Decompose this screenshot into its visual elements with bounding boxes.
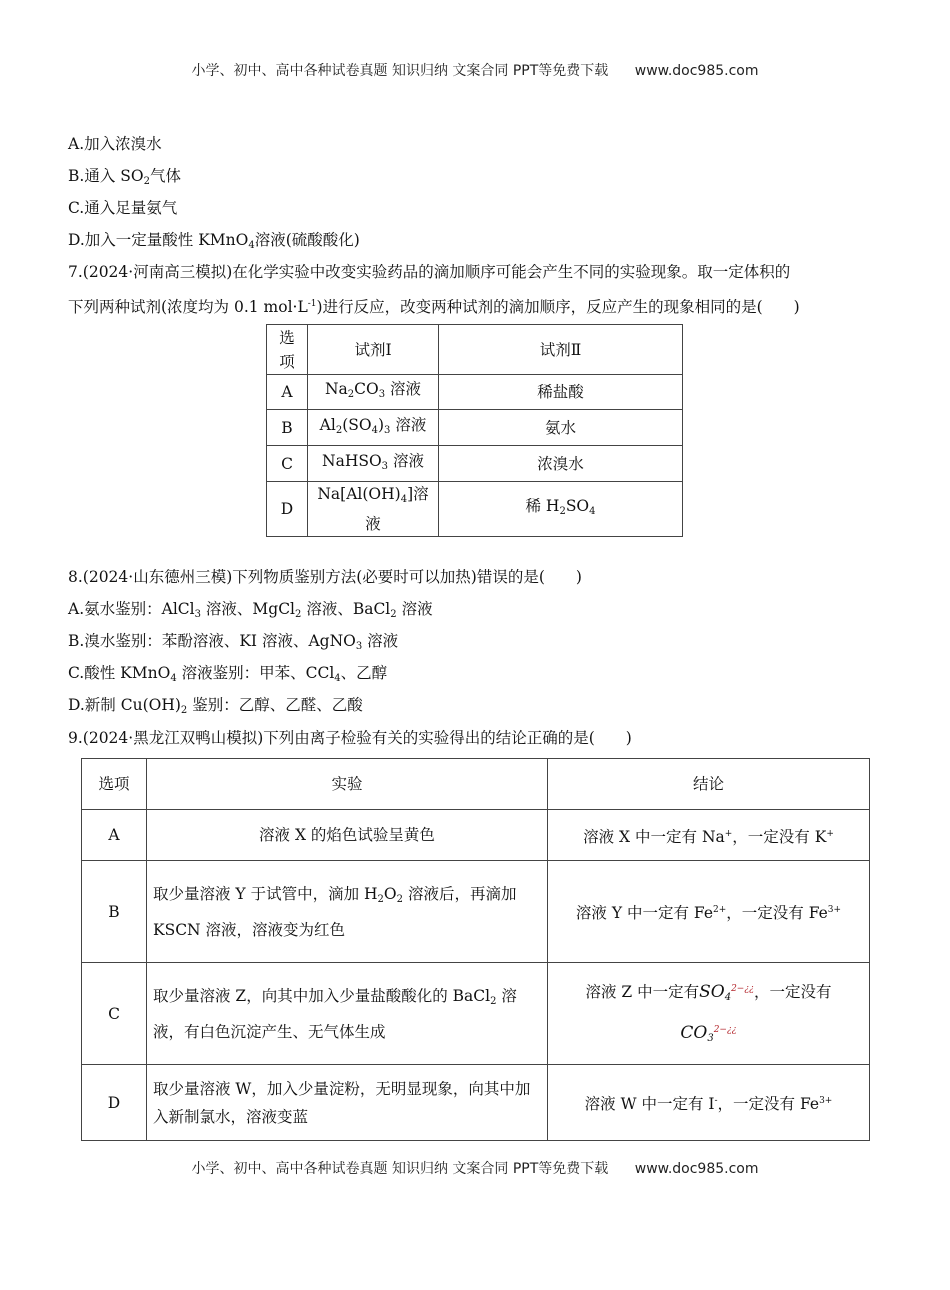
q9-row-option: D bbox=[82, 1065, 147, 1141]
q6-option-c: C.通入足量氨气 bbox=[68, 199, 178, 217]
q9-row-conclusion: 溶液 W 中一定有 I-，一定没有 $Fe^{3+}$ bbox=[548, 1065, 870, 1141]
q7-row-reagent1: $Na_2CO_3$ 溶液 bbox=[308, 375, 439, 410]
q7-l2b: -1 bbox=[307, 299, 317, 309]
q9-row-conclusion: 溶液 X 中一定有 Na+，一定没有 K+ bbox=[548, 810, 870, 861]
q6-b-tail: 气体 bbox=[149, 167, 181, 185]
q9-table bbox=[81, 758, 870, 1141]
q6-d-sub: 4 bbox=[248, 240, 255, 251]
q9-row-option: A bbox=[82, 810, 147, 861]
q7-row-reagent1: NaHSO$_3$ 溶液 bbox=[308, 446, 439, 482]
q7-header-reagent2: 试剂Ⅱ bbox=[439, 325, 683, 375]
q7-header-option: 选项 bbox=[267, 325, 308, 375]
q9-row-experiment: 取少量溶液 W，加入少量淀粉，无明显现象，向其中加入新制氯水，溶液变蓝 bbox=[147, 1065, 548, 1141]
table-row bbox=[267, 410, 683, 446]
q6-b-sub: 2 bbox=[143, 176, 150, 187]
q7-row-reagent2: 氨水 bbox=[439, 410, 683, 446]
table-row bbox=[82, 963, 870, 1065]
q7-stem-line2 bbox=[68, 293, 800, 318]
page-header bbox=[0, 60, 950, 80]
q7-row-reagent1: $Na[Al(OH)_4]$溶液 bbox=[308, 482, 439, 537]
q9-header-option: 选项 bbox=[82, 759, 147, 810]
q6-d-text: D.加入一定量酸性 KMnO bbox=[68, 231, 249, 249]
header-url[interactable]: www.doc985.com bbox=[634, 63, 759, 79]
q7-row-reagent2: 稀 $H_2SO_4$ bbox=[439, 482, 683, 537]
q7-l2c: )进行反应，改变两种试剂的滴加顺序，反应产生的现象相同的是( ) bbox=[316, 298, 800, 316]
q8-option-a: A.氨水鉴别：AlCl$_3$ 溶液、MgCl$_2$ 溶液、BaCl$_2$ 溶液 bbox=[68, 600, 433, 620]
q9-row-option: B bbox=[82, 861, 147, 963]
page-footer bbox=[0, 1158, 950, 1178]
q7-header-reagent1: 试剂Ⅰ bbox=[308, 325, 439, 375]
header-text: 小学、初中、高中各种试卷真题 知识归纳 文案合同 PPT等免费下载 bbox=[191, 63, 609, 79]
q8-stem: 8.(2024·山东德州三模)下列物质鉴别方法(必要时可以加热)错误的是( ) bbox=[68, 568, 582, 586]
q6-option-a: A.加入浓溴水 bbox=[68, 135, 162, 153]
footer-text: 小学、初中、高中各种试卷真题 知识归纳 文案合同 PPT等免费下载 bbox=[191, 1161, 609, 1177]
q9-row-experiment: 取少量溶液 Z，向其中加入少量盐酸酸化的 BaCl$_2$ 溶液，有白色沉淀产生、无气体生成 bbox=[147, 963, 548, 1065]
footer-url[interactable]: www.doc985.com bbox=[634, 1161, 759, 1177]
table-row bbox=[267, 375, 683, 410]
q7-row-reagent2: 稀盐酸 bbox=[439, 375, 683, 410]
table-row bbox=[267, 446, 683, 482]
q9-row-experiment: 溶液 X 的焰色试验呈黄色 bbox=[147, 810, 548, 861]
q9-header-experiment: 实验 bbox=[147, 759, 548, 810]
q7-row-reagent1: $Al_2(SO_4)_3$ 溶液 bbox=[308, 410, 439, 446]
q9-stem: 9.(2024·黑龙江双鸭山模拟)下列由离子检验有关的实验得出的结论正确的是( ) bbox=[68, 729, 632, 747]
table-row bbox=[267, 482, 683, 537]
q6-option-d bbox=[68, 229, 360, 257]
q7-row-option: B bbox=[267, 410, 308, 446]
q7-table bbox=[266, 324, 683, 537]
q6-option-b bbox=[68, 165, 181, 193]
q7-row-reagent2: 浓溴水 bbox=[439, 446, 683, 482]
q9-row-conclusion: 溶液 Y 中一定有 $Fe^{2+}$，一定没有 $Fe^{3+}$ bbox=[548, 861, 870, 963]
table-row bbox=[82, 861, 870, 963]
q8-option-c: C.酸性 KMnO$_4$ 溶液鉴别：甲苯、CCl$_4$、乙醇 bbox=[68, 664, 388, 684]
table-row bbox=[82, 1065, 870, 1141]
q9-row-option: C bbox=[82, 963, 147, 1065]
q7-row-option: C bbox=[267, 446, 308, 482]
q7-row-option: D bbox=[267, 482, 308, 537]
q9-row-experiment: 取少量溶液 Y 于试管中，滴加 $H_2O_2$ 溶液后，再滴加 KSCN 溶液，溶液变为红色 bbox=[147, 861, 548, 963]
q7-row-option: A bbox=[267, 375, 308, 410]
table-row bbox=[82, 810, 870, 861]
q6-b-text: B.通入 SO bbox=[68, 167, 144, 185]
q8-option-d: D.新制 $Cu(OH)_2$ 鉴别：乙醇、乙醛、乙酸 bbox=[68, 696, 363, 716]
q9-header-conclusion: 结论 bbox=[548, 759, 870, 810]
q7-stem-line1: 7.(2024·河南高三模拟)在化学实验中改变实验药品的滴加顺序可能会产生不同的实验现象。取一定体积的 bbox=[68, 263, 791, 281]
q6-d-tail: 溶液(硫酸酸化) bbox=[254, 231, 360, 249]
q8-option-b: B.溴水鉴别：苯酚溶液、KI 溶液、AgNO$_3$ 溶液 bbox=[68, 632, 399, 652]
q7-l2a: 下列两种试剂(浓度均为 0.1 mol·L bbox=[68, 298, 308, 316]
q9-row-conclusion: 溶液 Z 中一定有$SO_4^{2-¿¿}$，一定没有 $CO_3^{2-¿¿}$ bbox=[548, 963, 870, 1065]
